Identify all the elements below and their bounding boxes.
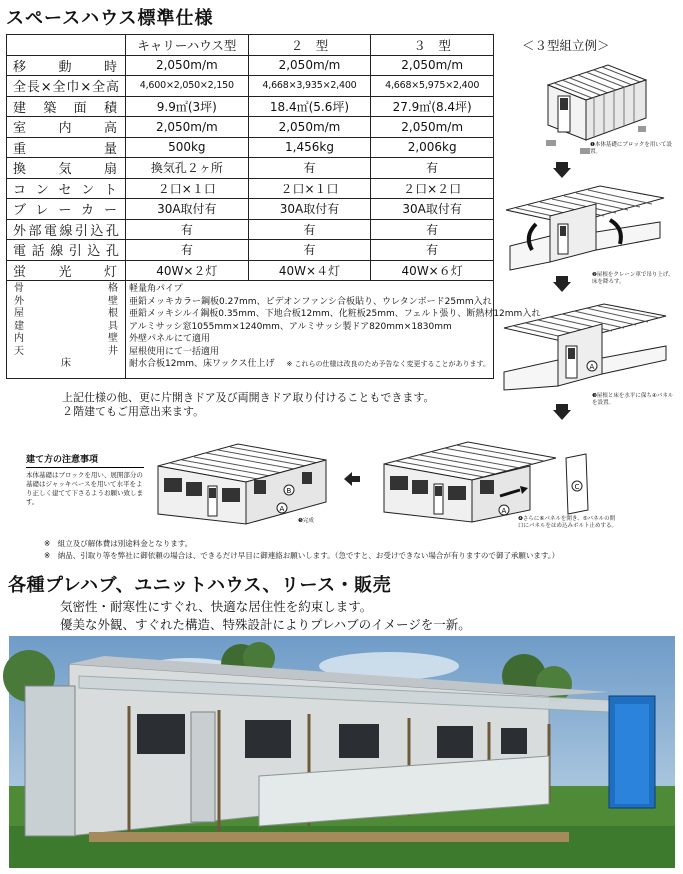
panel-a-label: A xyxy=(589,363,595,371)
row-value: 有 xyxy=(371,219,494,240)
row-value: 4,668×5,975×2,400 xyxy=(371,76,494,97)
row-label: 外部電線引込孔 xyxy=(7,219,126,240)
row-value: 2,050m/m xyxy=(248,55,371,76)
footnote-line: ※ 納品、引取り等を弊社に御依頼の場合は、できるだけ早目に御連絡お願いします。（急ですと、お受けできない場合が有りますので御了承願います。） xyxy=(44,551,560,560)
assembly-step3-caption: ❸屋根と床を水平に保ち④パネルを設置。 xyxy=(592,393,674,406)
material-label-char: 壁 xyxy=(108,333,118,344)
material-label-char: 内 xyxy=(14,333,24,344)
material-label-char: 具 xyxy=(108,320,118,332)
table-row xyxy=(7,76,494,97)
table-header-row xyxy=(7,35,494,56)
material-label xyxy=(10,333,122,346)
material-value-text: 屋根使用にて一括適用 xyxy=(129,346,220,357)
row-value: 4,668×3,935×2,400 xyxy=(248,76,371,97)
materials-row xyxy=(7,281,494,379)
assembly-step4-illustration xyxy=(380,436,560,528)
panel-c-label: C xyxy=(574,483,580,491)
lead-line: 優美な外観、すぐれた構造、特殊設計によりプレハブのイメージを一新。 xyxy=(60,617,471,632)
table-row xyxy=(7,240,494,261)
row-value: 有 xyxy=(248,158,371,179)
table-row xyxy=(7,96,494,117)
material-label-char: 壁 xyxy=(108,295,118,307)
material-label xyxy=(10,296,122,309)
material-label-char: 屋 xyxy=(14,308,24,319)
material-value xyxy=(129,333,490,346)
row-label: 電話線引込孔 xyxy=(7,240,126,261)
material-label-char: 骨 xyxy=(14,283,24,294)
material-value-text: 亜鉛メッキカラー鋼板0.27mm、ビデオンファンシ合板貼り、ウレタンボード25mm入れ xyxy=(129,296,492,307)
row-value: 換気孔２ヶ所 xyxy=(126,158,249,179)
note-line: ２階建てもご用意出来ます。 xyxy=(62,405,205,418)
row-value: 有 xyxy=(126,219,249,240)
material-label-char: 床 xyxy=(61,358,71,369)
table-row xyxy=(7,199,494,220)
row-label: ブレーカー xyxy=(7,199,126,220)
row-value: ２口×１口 xyxy=(126,178,249,199)
note-line: 上記仕様の他、更に片開きドア及び両開きドア取り付けることもできます。 xyxy=(62,391,435,404)
caution-text: 本体基礎はブロックを用い、展開部分の基礎はジャッキベースを用いて水平をより正しく建てて下さるようお願い致します。 xyxy=(26,471,143,506)
material-value-text: 亜鉛メッキシルイ鋼板0.35mm、下地合板12mm、化粧板25mm、フェルト張り、断熱材12mm入れ xyxy=(129,309,541,319)
row-value: 有 xyxy=(248,219,371,240)
row-value: 2,050m/m xyxy=(126,55,249,76)
material-label xyxy=(10,283,122,296)
material-value xyxy=(129,321,490,334)
table-row xyxy=(7,55,494,76)
spec-table xyxy=(6,34,541,379)
lead-line: 気密性・耐寒性にすぐれ、快適な居住性を約束します。 xyxy=(60,599,373,614)
row-value: 有 xyxy=(371,240,494,261)
assembly-step3-illustration xyxy=(500,300,670,392)
row-value: 30A取付有 xyxy=(371,199,494,220)
table-header-cell xyxy=(7,35,126,56)
additional-notes xyxy=(62,391,434,419)
assembly-step5-illustration xyxy=(152,436,330,528)
row-value: ２口×１口 xyxy=(248,178,371,199)
material-value-text: 軽量角パイプ xyxy=(129,284,183,294)
material-value-text: 外壁パネルにて適用 xyxy=(129,334,211,344)
table-row xyxy=(7,260,494,281)
material-value xyxy=(129,346,490,359)
material-label-char: 根 xyxy=(108,308,118,319)
panel-a-label: A xyxy=(501,507,507,515)
table-row xyxy=(7,117,494,138)
row-value: 有 xyxy=(371,158,494,179)
arrow-down-icon xyxy=(553,404,571,420)
material-value-text: アルミサッシ窓1055mm×1240mm、アルミサッシ製ドア820mm×1830mm xyxy=(129,321,452,332)
material-label-char: 井 xyxy=(108,345,118,357)
panel-a-label: A xyxy=(279,505,285,513)
table-row xyxy=(7,137,494,158)
panel-b-label: B xyxy=(286,487,292,495)
arrow-down-icon xyxy=(553,276,571,292)
assembly-title: ＜３型組立例＞ xyxy=(522,38,610,53)
material-label xyxy=(10,358,122,371)
row-value: 27.9㎡(8.4坪) xyxy=(371,96,494,117)
row-value: 9.9㎡(3坪) xyxy=(126,96,249,117)
table-row xyxy=(7,158,494,179)
material-label xyxy=(10,321,122,334)
assembly-step2-caption: ❷屋根をクレーン車で吊り上げ、床を降ろす。 xyxy=(592,272,674,285)
footnotes xyxy=(44,538,559,562)
material-label-char: 格 xyxy=(108,283,118,294)
row-value: 30A取付有 xyxy=(248,199,371,220)
material-value xyxy=(129,296,490,309)
row-value: 2,050m/m xyxy=(371,55,494,76)
footnote-line: ※ 組立及び解体費は別途料金となります。 xyxy=(44,539,193,548)
assembly-step2-illustration xyxy=(500,180,668,272)
row-value: ２口×２口 xyxy=(371,178,494,199)
material-value-text: 耐水合板12mm、床ワックス仕上げ xyxy=(129,359,275,369)
row-value: 40W×４灯 xyxy=(248,260,371,281)
row-label: 全長×全巾×全高 xyxy=(7,76,126,97)
panel-c-illustration xyxy=(562,452,592,516)
arrow-down-icon xyxy=(553,162,571,178)
row-value: 有 xyxy=(126,240,249,261)
row-label: 重量 xyxy=(7,137,126,158)
row-value: 30A取付有 xyxy=(126,199,249,220)
row-label: 蛍光灯 xyxy=(7,260,126,281)
row-value: 4,600×2,050×2,150 xyxy=(126,76,249,97)
material-value xyxy=(129,308,541,321)
row-value: 2,006kg xyxy=(371,137,494,158)
row-value: 2,050m/m xyxy=(126,117,249,138)
material-value xyxy=(129,358,490,371)
material-label-char: 外 xyxy=(14,295,24,307)
row-value: 500kg xyxy=(126,137,249,158)
row-value: 40W×６灯 xyxy=(371,260,494,281)
page-title: スペースハウス標準仕様 xyxy=(6,8,214,29)
row-value: 2,050m/m xyxy=(371,117,494,138)
row-label: コンセント xyxy=(7,178,126,199)
table-row xyxy=(7,178,494,199)
materials-note: ※ これらの仕様は改良のため予告なく変更することがあります。 xyxy=(286,360,490,368)
section-heading: 各種プレハブ、ユニットハウス、リース・販売 xyxy=(8,575,392,596)
row-label: 建築面積 xyxy=(7,96,126,117)
row-value: 18.4㎡(5.6坪) xyxy=(248,96,371,117)
table-header-cell: キャリーハウス型 xyxy=(126,35,249,56)
row-value: 1,456kg xyxy=(248,137,371,158)
row-value: 2,050m/m xyxy=(248,117,371,138)
table-row xyxy=(7,219,494,240)
row-label: 移動時 xyxy=(7,55,126,76)
table-header-cell: ３ 型 xyxy=(371,35,494,56)
row-value: 40W×２灯 xyxy=(126,260,249,281)
material-value xyxy=(129,283,490,296)
caution-title: 建て方の注意事項 xyxy=(26,452,144,468)
section-lead xyxy=(60,598,471,634)
materials-lines xyxy=(129,283,541,371)
row-label: 室内高 xyxy=(7,117,126,138)
assembly-step5-caption: ❺完成 xyxy=(298,518,314,524)
materials-label-cell xyxy=(7,281,126,379)
row-label: 換気扇 xyxy=(7,158,126,179)
materials-labels xyxy=(10,283,122,371)
material-label xyxy=(10,308,122,321)
prefab-house-photo xyxy=(9,636,675,868)
assembly-step1-caption: ❶本体基礎にブロックを用いて設置。 xyxy=(590,142,672,155)
row-value: 有 xyxy=(248,240,371,261)
table-header-cell: ２ 型 xyxy=(248,35,371,56)
assembly-step4-caption: ❹さらに⑥パネルを開き、⑤パネルの開口にパネルをはめ込みボルト止めする。 xyxy=(518,516,618,529)
arrow-left-icon xyxy=(344,472,360,486)
material-label-char: 天 xyxy=(14,345,24,357)
materials-value-cell xyxy=(126,281,541,379)
material-label-char: 建 xyxy=(14,320,24,332)
caution-box xyxy=(26,452,144,507)
material-label xyxy=(10,346,122,359)
